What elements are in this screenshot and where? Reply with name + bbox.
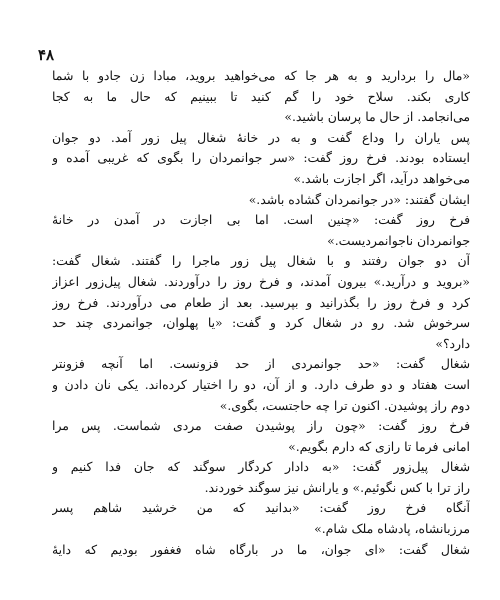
- page-number: ۴۸: [38, 46, 55, 64]
- text-line: کرد و فرخ روز را بگذرانید و بپرسید. بعد از طعام می درآوردند. فرخ روز: [52, 294, 470, 310]
- text-line: ایستاده بودند. فرخ روز گفت: «سر جوانمردان را بگوی که غریبی آمده و: [52, 150, 470, 166]
- text-line: می‌انجامد. از حال ما پرسان باشید.»: [284, 109, 470, 125]
- text-line: راز ترا با کس نگوئیم.» و یارانش نیز سوگند خوردند.: [204, 479, 470, 495]
- text-line: آن دو جوان رفتند و با شغال پیل زور ماجرا را گفتند. شغال گفت:: [52, 253, 470, 269]
- text-line: پس یاران را وداع گفت و به در خانهٔ شغال پیل زور آمد. دو جوان: [52, 129, 470, 145]
- text-line: جوانمردان ناجوانمردیست.»: [327, 232, 470, 248]
- text-line: است هفتاد و دو طرف دارد. و از آن، دو را اختیار کرده‌اند. یکی نان دادن و: [52, 376, 470, 392]
- text-line: کاری بکند. سلاح خود را گم کنید تا ببینیم که حال ما به کجا: [52, 88, 470, 104]
- text-line: دارد؟»: [435, 335, 470, 351]
- text-line: سرخوش شد. رو در شغال کرد و گفت: «یا پهلوان، جوانمردی چند حد: [52, 315, 470, 331]
- text-line: شغال گفت: «حد جوانمردی از حد فزونست. اما آنچه فزونتر: [52, 356, 470, 372]
- text-line: شغال پیل‌زور گفت: «به دادار کردگار سوگند که جان فدا کنیم و: [52, 459, 470, 475]
- text-line: «بروید و درآرید.» بیرون آمدند، و فرخ روز را درآوردند. شغال پیل‌زور اعزاز: [52, 273, 470, 289]
- body-text: [52, 66, 470, 560]
- text-line: «مال را بردارید و به هر جا که می‌خواهید بروید، مبادا زن جادو با شما: [52, 68, 470, 83]
- text-line: آنگاه فرخ روز گفت: «بدانید که من خرشید شاهم پسر: [52, 500, 470, 516]
- text-line: می‌خواهد درآید، اگر اجازت باشد.»: [293, 170, 470, 186]
- text-line: فرخ روز گفت: «چنین است. اما بی اجازت در آمدن در خانهٔ: [52, 212, 470, 228]
- text-line: شغال گفت: «ای جوان، ما در بارگاه شاه فغفور بودیم که دایهٔ: [52, 541, 470, 557]
- text-line: فرخ روز گفت: «چون راز پوشیدن صفت مردی شماست. پس مرا: [52, 418, 470, 434]
- text-line: مرزبانشاه، پادشاه ملک شام.»: [314, 521, 470, 537]
- text-line: دوم راز پوشیدن. اکنون ترا چه حاجتست، بگوی.»: [219, 397, 470, 413]
- text-line: ایشان گفتند: «در جوانمردان گشاده باشد.»: [248, 191, 470, 207]
- text-line: امانی فرما تا رازی که دارم بگویم.»: [288, 438, 470, 454]
